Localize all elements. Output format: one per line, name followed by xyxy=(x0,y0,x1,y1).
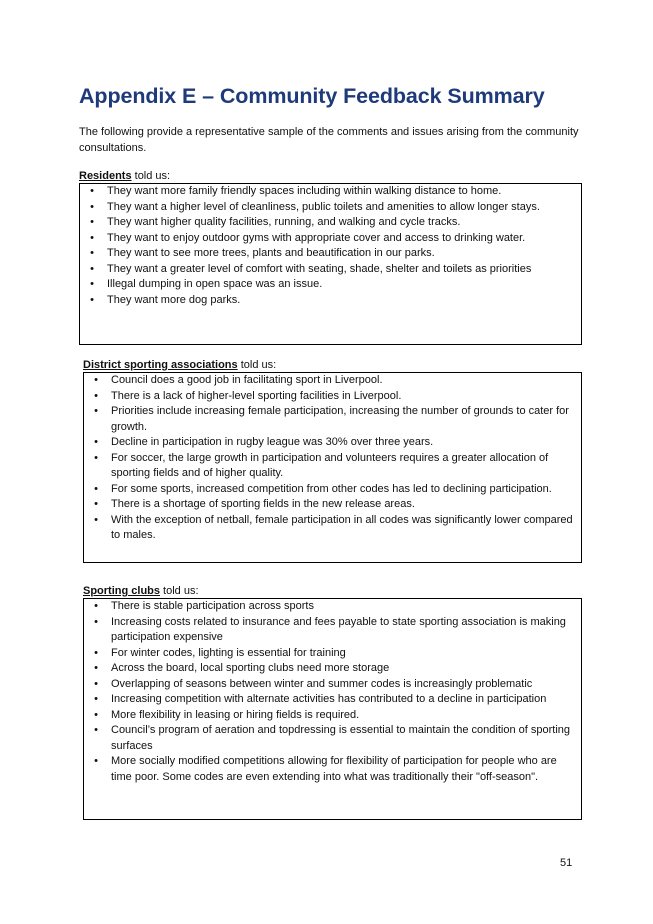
bullet-icon: • xyxy=(94,451,98,464)
list-item-text: They want more family friendly spaces including within walking distance to home. xyxy=(107,185,502,197)
list-item xyxy=(80,246,581,262)
section-label: Residents xyxy=(79,170,132,182)
bullet-icon: • xyxy=(94,389,98,402)
list-item xyxy=(80,200,581,216)
list-item xyxy=(80,277,581,293)
list-item-text: Across the board, local sporting clubs need more storage xyxy=(111,662,390,674)
list-item xyxy=(84,723,581,754)
bullet-icon: • xyxy=(90,278,94,290)
list-item xyxy=(84,677,581,693)
bullet-icon: • xyxy=(90,293,94,306)
section-label: Sporting clubs xyxy=(83,585,160,597)
district-associations-list xyxy=(84,373,581,544)
bullet-icon: • xyxy=(90,216,94,228)
list-item xyxy=(80,293,581,309)
list-item xyxy=(84,708,581,724)
list-item-text: They want a greater level of comfort with seating, shade, shelter and toilets as priorities xyxy=(107,262,532,275)
list-item-text: Overlapping of seasons between winter and summer codes is increasingly problematic xyxy=(111,677,533,690)
intro-paragraph: The following provide a representative sample of the comments and issues arising from the community consultations. xyxy=(79,126,579,154)
list-item-text: Priorities include increasing female participation, increasing the number of grounds to cater for growth. xyxy=(111,405,569,433)
section-suffix: told us: xyxy=(131,170,171,182)
list-item xyxy=(80,262,581,278)
residents-box xyxy=(79,183,582,345)
list-item-text: They want to enjoy outdoor gyms with appropriate cover and access to drinking water. xyxy=(107,231,526,244)
sporting-clubs-box xyxy=(83,598,582,820)
list-item xyxy=(80,215,581,231)
bullet-icon: • xyxy=(94,693,98,705)
bullet-icon: • xyxy=(90,185,94,197)
list-item xyxy=(84,646,581,662)
bullet-icon: • xyxy=(94,662,98,674)
list-item xyxy=(84,615,581,646)
list-item xyxy=(84,373,581,389)
list-item-text: More socially modified competitions allowing for flexibility of participation for people who are time poor. Some codes are even extending into what was traditionally their "off-season". xyxy=(111,755,557,783)
list-item xyxy=(84,754,581,785)
list-item-text: They want more dog parks. xyxy=(107,293,241,306)
bullet-icon: • xyxy=(94,436,98,448)
list-item-text: They want higher quality facilities, running, and walking and cycle tracks. xyxy=(107,216,461,228)
list-item-text: For soccer, the large growth in participation and volunteers requires a greater allocation of sporting fields and of higher quality. xyxy=(111,451,549,479)
list-item-text: They want to see more trees, plants and beautification in our parks. xyxy=(107,247,435,259)
bullet-icon: • xyxy=(94,482,98,495)
list-item-text: Increasing costs related to insurance and fees payable to state sporting association is making participation expensive xyxy=(111,615,566,643)
bullet-icon: • xyxy=(94,374,98,386)
section-heading-sporting-clubs xyxy=(83,584,199,598)
bullet-icon: • xyxy=(90,200,94,213)
section-label: District sporting associations xyxy=(83,359,238,371)
list-item-text: There is a shortage of sporting fields in the new release areas. xyxy=(111,498,415,510)
list-item-text: Council does a good job in facilitating sport in Liverpool. xyxy=(111,374,383,386)
list-item-text: With the exception of netball, female participation in all codes was significantly lower compared to males. xyxy=(111,513,573,541)
list-item xyxy=(84,661,581,677)
section-heading-residents xyxy=(79,169,170,183)
bullet-icon: • xyxy=(90,247,94,259)
list-item-text: For some sports, increased competition from other codes has led to declining participation. xyxy=(111,482,552,495)
bullet-icon: • xyxy=(90,231,94,244)
list-item-text: Illegal dumping in open space was an issue. xyxy=(107,278,323,290)
section-suffix: told us: xyxy=(237,359,277,371)
bullet-icon: • xyxy=(94,677,98,690)
bullet-icon: • xyxy=(90,262,94,275)
list-item xyxy=(84,599,581,615)
list-item-text: Council’s program of aeration and topdressing is essential to maintain the condition of sporting surfaces xyxy=(111,724,571,752)
list-item xyxy=(84,451,581,482)
list-item xyxy=(84,482,581,498)
list-item-text: There is stable participation across sports xyxy=(111,600,314,612)
bullet-icon: • xyxy=(94,513,98,526)
section-suffix: told us: xyxy=(160,585,199,597)
list-item xyxy=(84,497,581,513)
list-item-text: Decline in participation in rugby league was 30% over three years. xyxy=(111,436,434,448)
bullet-icon: • xyxy=(94,755,98,767)
bullet-icon: • xyxy=(94,600,98,612)
list-item xyxy=(84,435,581,451)
list-item xyxy=(80,184,581,200)
list-item-text: More flexibility in leasing or hiring fields is required. xyxy=(111,708,360,721)
sporting-clubs-list xyxy=(84,599,581,785)
list-item xyxy=(80,231,581,247)
page-number: 51 xyxy=(560,857,573,869)
list-item-text: For winter codes, lighting is essential for training xyxy=(111,646,346,659)
list-item-text: There is a lack of higher-level sporting facilities in Liverpool. xyxy=(111,389,402,402)
bullet-icon: • xyxy=(94,615,98,628)
list-item xyxy=(84,692,581,708)
list-item xyxy=(84,404,581,435)
district-associations-box xyxy=(83,372,582,563)
residents-list xyxy=(80,184,581,308)
section-heading-district-associations xyxy=(83,358,276,372)
page-title: Appendix E – Community Feedback Summary xyxy=(79,84,545,108)
list-item-text: Increasing competition with alternate activities has contributed to a decline in participation xyxy=(111,693,547,705)
list-item xyxy=(84,513,581,544)
bullet-icon: • xyxy=(94,498,98,510)
list-item xyxy=(84,389,581,405)
bullet-icon: • xyxy=(94,708,98,721)
bullet-icon: • xyxy=(94,646,98,659)
bullet-icon: • xyxy=(94,724,98,736)
bullet-icon: • xyxy=(94,405,98,417)
list-item-text: They want a higher level of cleanliness, public toilets and amenities to allow longer stays. xyxy=(107,200,540,213)
